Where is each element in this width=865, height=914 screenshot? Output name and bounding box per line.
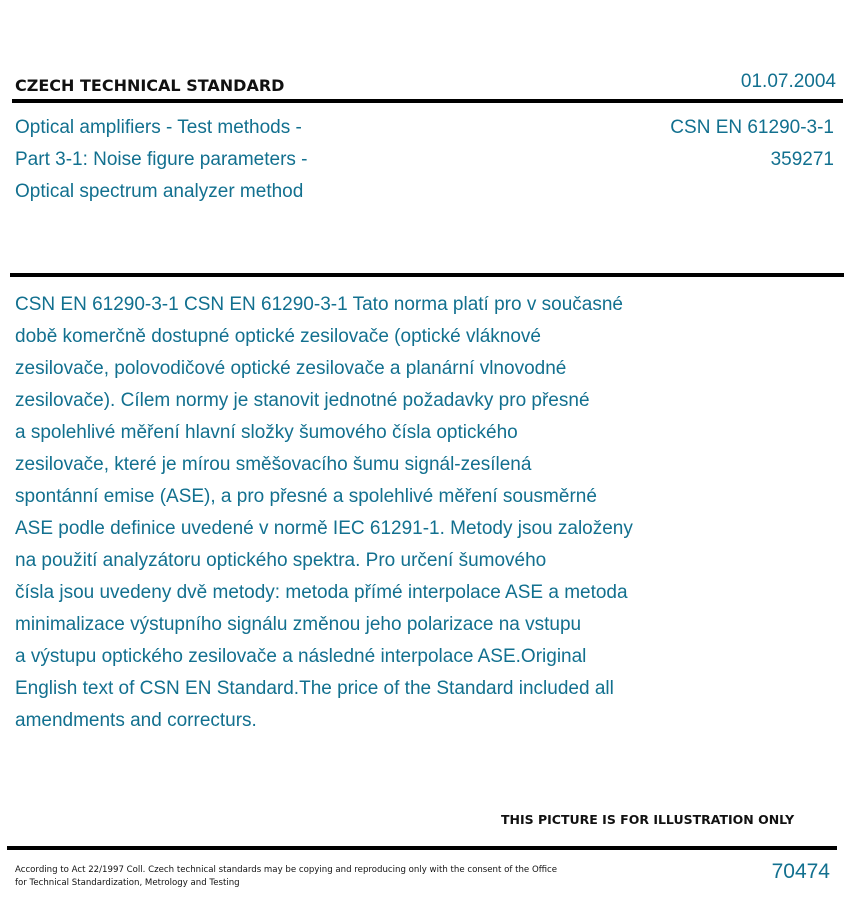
abstract-line: a spolehlivé měření hlavní složky šumového čísla optického xyxy=(15,422,518,443)
copyright-note-line: According to Act 22/1997 Coll. Czech technical standards may be copying and reproducing only with the consent of the Office xyxy=(15,865,558,875)
abstract-line: ASE podle definice uvedené v normě IEC 61291-1. Metody jsou založeny xyxy=(15,518,633,539)
abstract-line: čísla jsou uvedeny dvě metody: metoda přímé interpolace ASE a metoda xyxy=(15,582,628,603)
abstract-line: English text of CSN EN Standard.The price of the Standard included all xyxy=(15,678,614,699)
abstract-line: zesilovače, které je mírou směšovacího šumu signál-zesílená xyxy=(15,454,532,475)
copyright-note xyxy=(15,864,557,890)
document-type-label: CZECH TECHNICAL STANDARD xyxy=(15,76,285,95)
title-line-1: Optical amplifiers - Test methods - xyxy=(15,117,302,138)
title-divider xyxy=(10,273,844,277)
abstract-line: minimalizace výstupního signálu změnou jeho polarizace na vstupu xyxy=(15,614,582,635)
catalog-number: 359271 xyxy=(770,149,834,170)
illustration-disclaimer: THIS PICTURE IS FOR ILLUSTRATION ONLY xyxy=(501,812,795,827)
abstract-line: spontánní emise (ASE), a pro přesné a spolehlivé měření sousměrné xyxy=(15,486,597,507)
abstract-line: a výstupu optického zesilovače a následné interpolace ASE.Original xyxy=(15,646,587,667)
title-line-2: Part 3-1: Noise figure parameters - xyxy=(15,149,308,170)
abstract-line: zesilovače). Cílem normy je stanovit jednotné požadavky pro přesné xyxy=(15,390,590,411)
footer-divider xyxy=(7,846,837,850)
abstract-text xyxy=(15,289,745,737)
standard-code: CSN EN 61290-3-1 xyxy=(670,117,834,138)
abstract-line: CSN EN 61290-3-1 CSN EN 61290-3-1 Tato norma platí pro v současné xyxy=(15,294,623,315)
document-number: 70474 xyxy=(771,860,830,883)
copyright-note-line: for Technical Standardization, Metrology and Testing xyxy=(15,878,240,888)
abstract-line: na použití analyzátoru optického spektra. Pro určení šumového xyxy=(15,550,547,571)
title-line-3: Optical spectrum analyzer method xyxy=(15,181,304,202)
abstract-line: době komerčně dostupné optické zesilovače (optické vláknové xyxy=(15,326,541,347)
abstract-line: zesilovače, polovodičové optické zesilovače a planární vlnovodné xyxy=(15,358,567,379)
header-divider xyxy=(12,99,843,103)
publication-date: 01.07.2004 xyxy=(740,71,836,92)
abstract-line: amendments and correcturs. xyxy=(15,710,257,731)
